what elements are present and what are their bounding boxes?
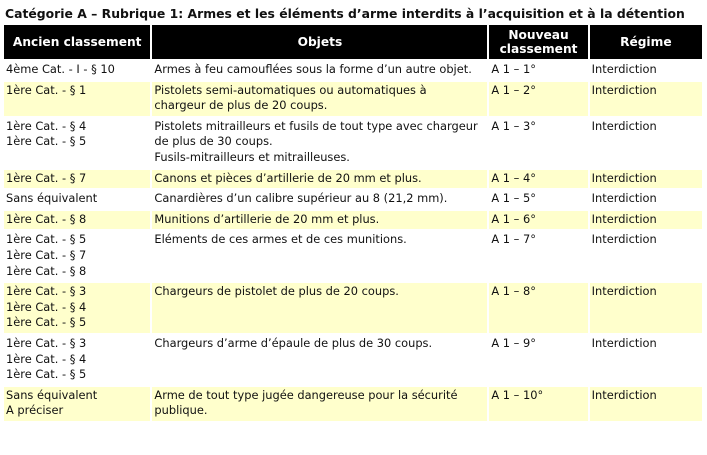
cell-nouveau-classement: A 1 – 1° (489, 61, 587, 80)
table-row (4, 387, 702, 421)
cell-objets (152, 211, 487, 230)
table-row (4, 231, 702, 281)
cell-regime: Interdiction (590, 231, 702, 281)
cell-objets (152, 82, 487, 116)
cell-ancien-classement-line: 1ère Cat. - § 4 (6, 351, 87, 366)
table-row (4, 283, 702, 333)
cell-ancien-classement (4, 170, 150, 189)
cell-ancien-classement-line: 4ème Cat. - I - § 10 (6, 62, 115, 76)
cell-objets (152, 170, 487, 189)
cell-ancien-classement (4, 82, 150, 116)
cell-nouveau-classement: A 1 – 2° (489, 82, 587, 116)
cell-objets-line: Munitions d’artillerie de 20 mm et plus. (154, 211, 380, 226)
cell-ancien-classement-line: 1ère Cat. - § 4 (6, 299, 87, 314)
cell-ancien-classement (4, 190, 150, 209)
cell-ancien-classement (4, 335, 150, 385)
cell-ancien-classement (4, 118, 150, 168)
table-header-row (4, 25, 702, 59)
table-row (4, 211, 702, 230)
cell-ancien-classement-line: 1ère Cat. - § 7 (6, 170, 87, 185)
cell-objets-line: Canons et pièces d’artillerie de 20 mm et plus. (154, 170, 422, 185)
cell-nouveau-classement: A 1 – 8° (489, 283, 587, 333)
cell-ancien-classement-line: Sans équivalent (6, 191, 98, 206)
cell-nouveau-classement: A 1 – 6° (489, 211, 587, 230)
cell-objets-line: Canardières d’un calibre supérieur au 8 (21,2 mm). (154, 191, 448, 206)
classification-table (2, 23, 704, 423)
cell-ancien-classement-line: 1ère Cat. - § 7 (6, 247, 87, 262)
header-objets: Objets (152, 25, 487, 59)
cell-objets-line: chargeur de plus de 20 coups. (154, 98, 328, 113)
header-nouveau-line1: Nouveau (508, 28, 569, 42)
cell-ancien-classement-line: Sans équivalent (6, 387, 98, 402)
cell-objets (152, 231, 487, 281)
cell-ancien-classement-line: 1ère Cat. - § 1 (6, 82, 87, 97)
cell-objets-line: Eléments de ces armes et de ces munitions. (154, 232, 407, 247)
cell-objets-line: Chargeurs de pistolet de plus de 20 coups. (154, 284, 399, 299)
cell-nouveau-classement: A 1 – 4° (489, 170, 587, 189)
cell-objets (152, 283, 487, 333)
cell-nouveau-classement: A 1 – 3° (489, 118, 587, 168)
cell-objets-line: Armes à feu camouflées sous la forme d’un autre objet. (154, 62, 472, 76)
cell-ancien-classement-line: 1ère Cat. - § 3 (6, 284, 87, 299)
cell-ancien-classement-line: A préciser (6, 403, 64, 418)
cell-ancien-classement (4, 387, 150, 421)
cell-ancien-classement-line: 1ère Cat. - § 8 (6, 211, 87, 226)
table-row (4, 170, 702, 189)
cell-regime: Interdiction (590, 335, 702, 385)
cell-nouveau-classement: A 1 – 10° (489, 387, 587, 421)
header-regime: Régime (590, 25, 702, 59)
table-row (4, 82, 702, 116)
cell-objets-line: Chargeurs d’arme d’épaule de plus de 30 coups. (154, 335, 433, 350)
cell-regime: Interdiction (590, 283, 702, 333)
cell-ancien-classement (4, 283, 150, 333)
header-nouveau-line2: classement (499, 42, 578, 56)
cell-ancien-classement (4, 61, 150, 80)
cell-ancien-classement-line: 1ère Cat. - § 5 (6, 134, 87, 149)
cell-ancien-classement-line: 1ère Cat. - § 8 (6, 263, 87, 278)
cell-regime: Interdiction (590, 387, 702, 421)
cell-ancien-classement-line: 1ère Cat. - § 5 (6, 367, 87, 382)
cell-ancien-classement-line: 1ère Cat. - § 3 (6, 335, 87, 350)
cell-objets (152, 190, 487, 209)
table-row (4, 335, 702, 385)
cell-ancien-classement-line: 1ère Cat. - § 4 (6, 118, 87, 133)
table-row (4, 190, 702, 209)
cell-objets (152, 387, 487, 421)
cell-objets-line: de plus de 30 coups. (154, 134, 273, 149)
cell-nouveau-classement: A 1 – 9° (489, 335, 587, 385)
cell-objets-line: Pistolets semi-automatiques ou automatiques à (154, 82, 427, 97)
cell-ancien-classement (4, 231, 150, 281)
cell-objets-line: Arme de tout type jugée dangereuse pour la sécurité (154, 387, 458, 402)
cell-regime: Interdiction (590, 170, 702, 189)
table-row (4, 61, 702, 80)
cell-regime: Interdiction (590, 82, 702, 116)
table-body (4, 61, 702, 421)
table-caption: Catégorie A – Rubrique 1: Armes et les éléments d’arme interdits à l’acquisition et à la détention (5, 6, 685, 21)
cell-ancien-classement (4, 211, 150, 230)
cell-regime: Interdiction (590, 61, 702, 80)
cell-regime: Interdiction (590, 118, 702, 168)
cell-objets-line: Pistolets mitrailleurs et fusils de tout type avec chargeur (154, 118, 478, 133)
cell-objets (152, 118, 487, 168)
cell-ancien-classement-line: 1ère Cat. - § 5 (6, 232, 87, 247)
header-ancien-classement: Ancien classement (4, 25, 150, 59)
table-row (4, 118, 702, 168)
cell-objets (152, 61, 487, 80)
cell-objets-line: Fusils-mitrailleurs et mitrailleuses. (154, 149, 350, 164)
cell-ancien-classement-line: 1ère Cat. - § 5 (6, 315, 87, 330)
cell-objets-line: publique. (154, 403, 208, 418)
cell-objets (152, 335, 487, 385)
cell-nouveau-classement: A 1 – 5° (489, 190, 587, 209)
header-nouveau-classement (489, 25, 587, 59)
cell-regime: Interdiction (590, 190, 702, 209)
cell-nouveau-classement: A 1 – 7° (489, 231, 587, 281)
cell-regime: Interdiction (590, 211, 702, 230)
